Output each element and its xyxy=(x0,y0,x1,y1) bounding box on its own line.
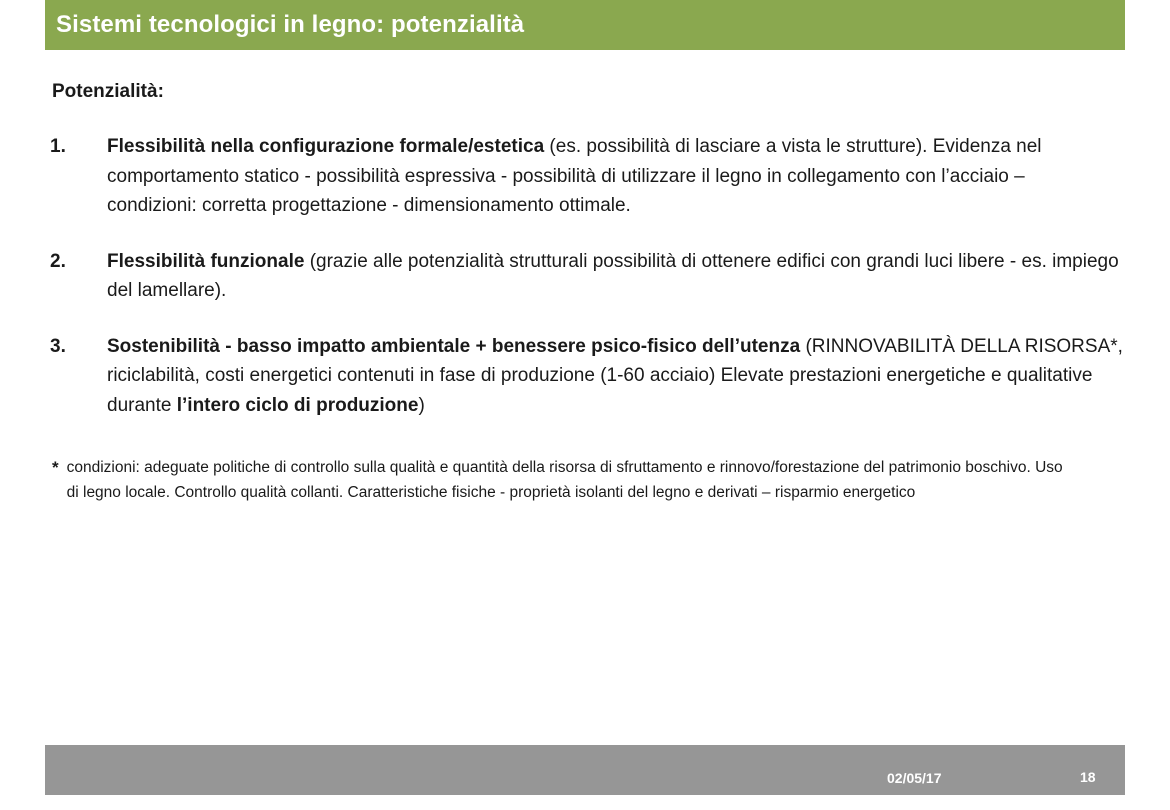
list-item-text: (es. possibilità di lasciare a vista le strutture). Evidenza nel comportamento statico - possibilità espressiva - possibilità di utilizzare il legno in collegamento con l’acciaio – condizioni: corretta progettazione - dimensionamento ottimale. xyxy=(107,136,1042,216)
slide-footer-bar xyxy=(45,745,1125,795)
list-item-body xyxy=(107,132,1117,221)
slide-content xyxy=(50,78,1125,420)
potentials-list xyxy=(50,132,1125,420)
section-heading: Potenzialità: xyxy=(52,81,164,102)
list-item-body xyxy=(107,247,1125,306)
list-item-text-end: ) xyxy=(418,394,425,416)
footnote xyxy=(52,455,1122,505)
slide-title-bar xyxy=(45,0,1125,50)
list-item xyxy=(50,332,1125,421)
list-item-number: 2. xyxy=(50,250,66,272)
list-item-bold-tail: l’intero ciclo di produzione xyxy=(176,394,419,416)
footer-date: 02/05/17 xyxy=(887,770,942,786)
list-item-body xyxy=(107,332,1125,421)
list-item-number: 3. xyxy=(50,335,66,357)
list-item-bold-lead: Sostenibilità - basso impatto ambientale + benessere psico-fisico dell’utenza xyxy=(107,335,801,357)
list-item-text: (grazie alle potenzialità strutturali possibilità di ottenere edifici con grandi luci libere - es. impiego del lamellare). xyxy=(107,250,1119,301)
list-item-bold-lead: Flessibilità nella configurazione formale/estetica xyxy=(107,136,545,157)
footer-page-number: 18 xyxy=(1080,769,1096,785)
page-title: Sistemi tecnologici in legno: potenzialità xyxy=(56,11,525,38)
footnote-marker: * xyxy=(52,458,59,477)
list-item-number: 1. xyxy=(50,136,66,157)
list-item-text: (RINNOVABILITÀ DELLA RISORSA*, riciclabilità, costi energetici contenuti in fase di produzione (1-60 acciaio) Elevate prestazioni energetiche e qualitative durante xyxy=(107,335,1123,416)
list-item-bold-lead: Flessibilità funzionale xyxy=(107,250,305,272)
list-item xyxy=(50,247,1125,306)
footnote-text: condizioni: adeguate politiche di controllo sulla qualità e quantità della risorsa di sfruttamento e rinnovo/forestazione del patrimonio boschivo. Uso di legno locale. Controllo qualità collanti. Caratteristiche fisiche - proprietà isolanti del legno e derivati – risparmio energetico xyxy=(66,459,1063,501)
list-item xyxy=(50,132,1125,221)
